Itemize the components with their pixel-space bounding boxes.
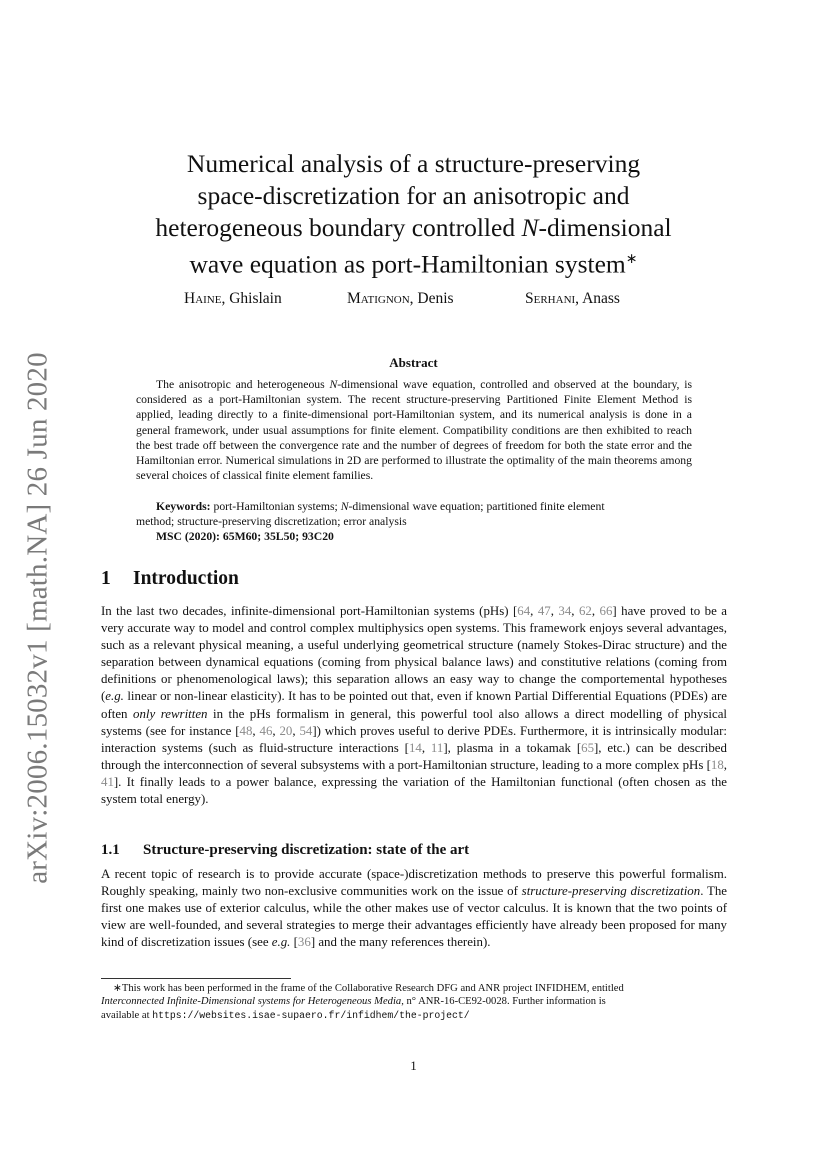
abstract-paragraph: The anisotropic and heterogeneous N-dimensional wave equation, controlled and observed at the boundary, is considered as a port-Hamiltonian system. The recent structure-preserving Partitioned Finite Element Method is applied, leading directly to a finite-dimensional port-Hamiltonian system, and its numerical analysis is done in a general framework, under usual assumptions for finite element. Compatibility conditions are then exhibited to reach the best trade off between the convergence rate and the number of degrees of freedom for both the state error and the Hamiltonian error. Numerical simulations in 2D are performed to illustrate the optimality of the main theorems among several choices of classical finite element families. xyxy=(136,378,692,483)
author: Haine, Ghislain xyxy=(184,290,282,307)
section-heading xyxy=(101,568,239,590)
author: Serhani, Anass xyxy=(525,290,620,307)
citation-link[interactable]: 62 xyxy=(578,604,592,618)
arxiv-stamp xyxy=(18,348,58,888)
keywords xyxy=(136,499,692,545)
citation-link[interactable]: 34 xyxy=(558,604,572,618)
page-number: 1 xyxy=(410,1058,417,1073)
project-url[interactable]: https://websites.isae-supaero.fr/infidhem/the-project/ xyxy=(152,1009,470,1021)
keywords-text: port-Hamiltonian systems; N-dimensional wave equation; partitioned finite element xyxy=(210,500,605,513)
msc-label: MSC (2020): xyxy=(156,530,220,544)
keywords-label: Keywords: xyxy=(156,500,211,513)
citation-link[interactable]: 47 xyxy=(537,604,551,618)
footnote xyxy=(101,982,727,1022)
title-line: space-discretization for an anisotropic and xyxy=(197,181,630,210)
title-line: wave equation as port-Hamiltonian system∗ xyxy=(189,249,638,279)
subsection-number: 1.1 xyxy=(101,842,120,858)
paper-title xyxy=(100,148,727,281)
msc-codes: 65M60; 35L50; 93C20 xyxy=(219,530,334,544)
body-paragraph: A recent topic of research is to provide accurate (space-)discretization methods to preserve this powerful formalism. Roughly speaking, mainly two non-exclusive communities work on the issue of structure-preserving discretization. The first one makes use of exterior calculus, while the other makes use of vector calculus. It is known that the two points of view are well-founded, and several strategies to merge their advantages efficiently have already been proposed for many kind of discretization issues (see e.g. [36] and the many references therein). xyxy=(101,867,727,950)
title-line: Numerical analysis of a structure-preserving xyxy=(186,149,641,178)
citation-link[interactable]: 41 xyxy=(101,774,114,789)
section-number: 1 xyxy=(101,568,111,589)
section-title: Introduction xyxy=(133,568,239,589)
footnote-line: available at https://websites.isae-supaero.fr/infidhem/the-project/ xyxy=(101,1009,470,1021)
title-footnote-mark: ∗ xyxy=(625,252,638,267)
citation-link[interactable]: 18 xyxy=(710,757,724,772)
keywords-text-cont: method; structure-preserving discretization; error analysis xyxy=(136,515,407,529)
footnote-rule xyxy=(101,978,291,979)
citation-link[interactable]: 11 xyxy=(430,740,444,755)
citation-link[interactable]: 20 xyxy=(279,723,293,738)
footnote-line: ∗This work has been performed in the frame of the Collaborative Research DFG and ANR project INFIDHEM, entitled xyxy=(113,983,624,994)
citation-link[interactable]: 66 xyxy=(599,604,613,618)
author: Matignon, Denis xyxy=(347,290,454,307)
citation-link[interactable]: 36 xyxy=(297,935,311,950)
citation-link[interactable]: 64 xyxy=(517,604,531,618)
abstract-text xyxy=(136,377,692,483)
abstract-heading: Abstract xyxy=(389,355,438,370)
title-line: heterogeneous boundary controlled N-dimensional xyxy=(155,213,672,242)
subsection-body xyxy=(101,866,727,951)
footnote-line: Interconnected Infinite-Dimensional systems for Heterogeneous Media, n° ANR-16-CE92-0028. Further information is xyxy=(101,996,606,1008)
citation-link[interactable]: 54 xyxy=(299,723,313,738)
section-body xyxy=(101,603,727,808)
citation-link[interactable]: 14 xyxy=(408,740,422,755)
subsection-heading xyxy=(101,842,469,859)
subsection-title: Structure-preserving discretization: state of the art xyxy=(143,842,470,858)
arxiv-identifier: arXiv:2006.15032v1 [math.NA] 26 Jun 2020 xyxy=(21,352,54,884)
body-paragraph: In the last two decades, infinite-dimensional port-Hamiltonian systems (pHs) [64, 47, 34, 62, 66] have proved to be a very accurate way to model and control complex multiphysics open systems. This framework enjoys several advantages, such as a relevant physical meaning, a useful underlying geometrical structure (namely Stokes-Dirac structure) and the separation between dynamical equations (coming from physical balance laws) and constitutive relations (coming from definitions or phenomenological laws); this separation allows an easy way to change the comportemental hypotheses (e.g. linear or non-linear elasticity). It has to be pointed out that, even if known Partial Differential Equations (PDEs) are often only rewritten in the pHs formalism in general, this powerful tool also allows a direct modelling of physical systems (see for instance [48, 46, 20, 54]) which proves useful to derive PDEs. Furthermore, it is intrinsically modular: interaction systems (such as fluid-structure interactions [14, 11], plasma in a tokamak [65], etc.) can be described through the interconnection of several subsystems with a port-Hamiltonian structure, leading to a more complex pHs [18, 41]. It finally leads to a power balance, expressing the variation of the Hamiltonian functional (often chosen as the system total energy). xyxy=(101,604,728,807)
citation-link[interactable]: 46 xyxy=(259,723,273,738)
citation-link[interactable]: 65 xyxy=(581,740,595,755)
citation-link[interactable]: 48 xyxy=(239,723,253,738)
